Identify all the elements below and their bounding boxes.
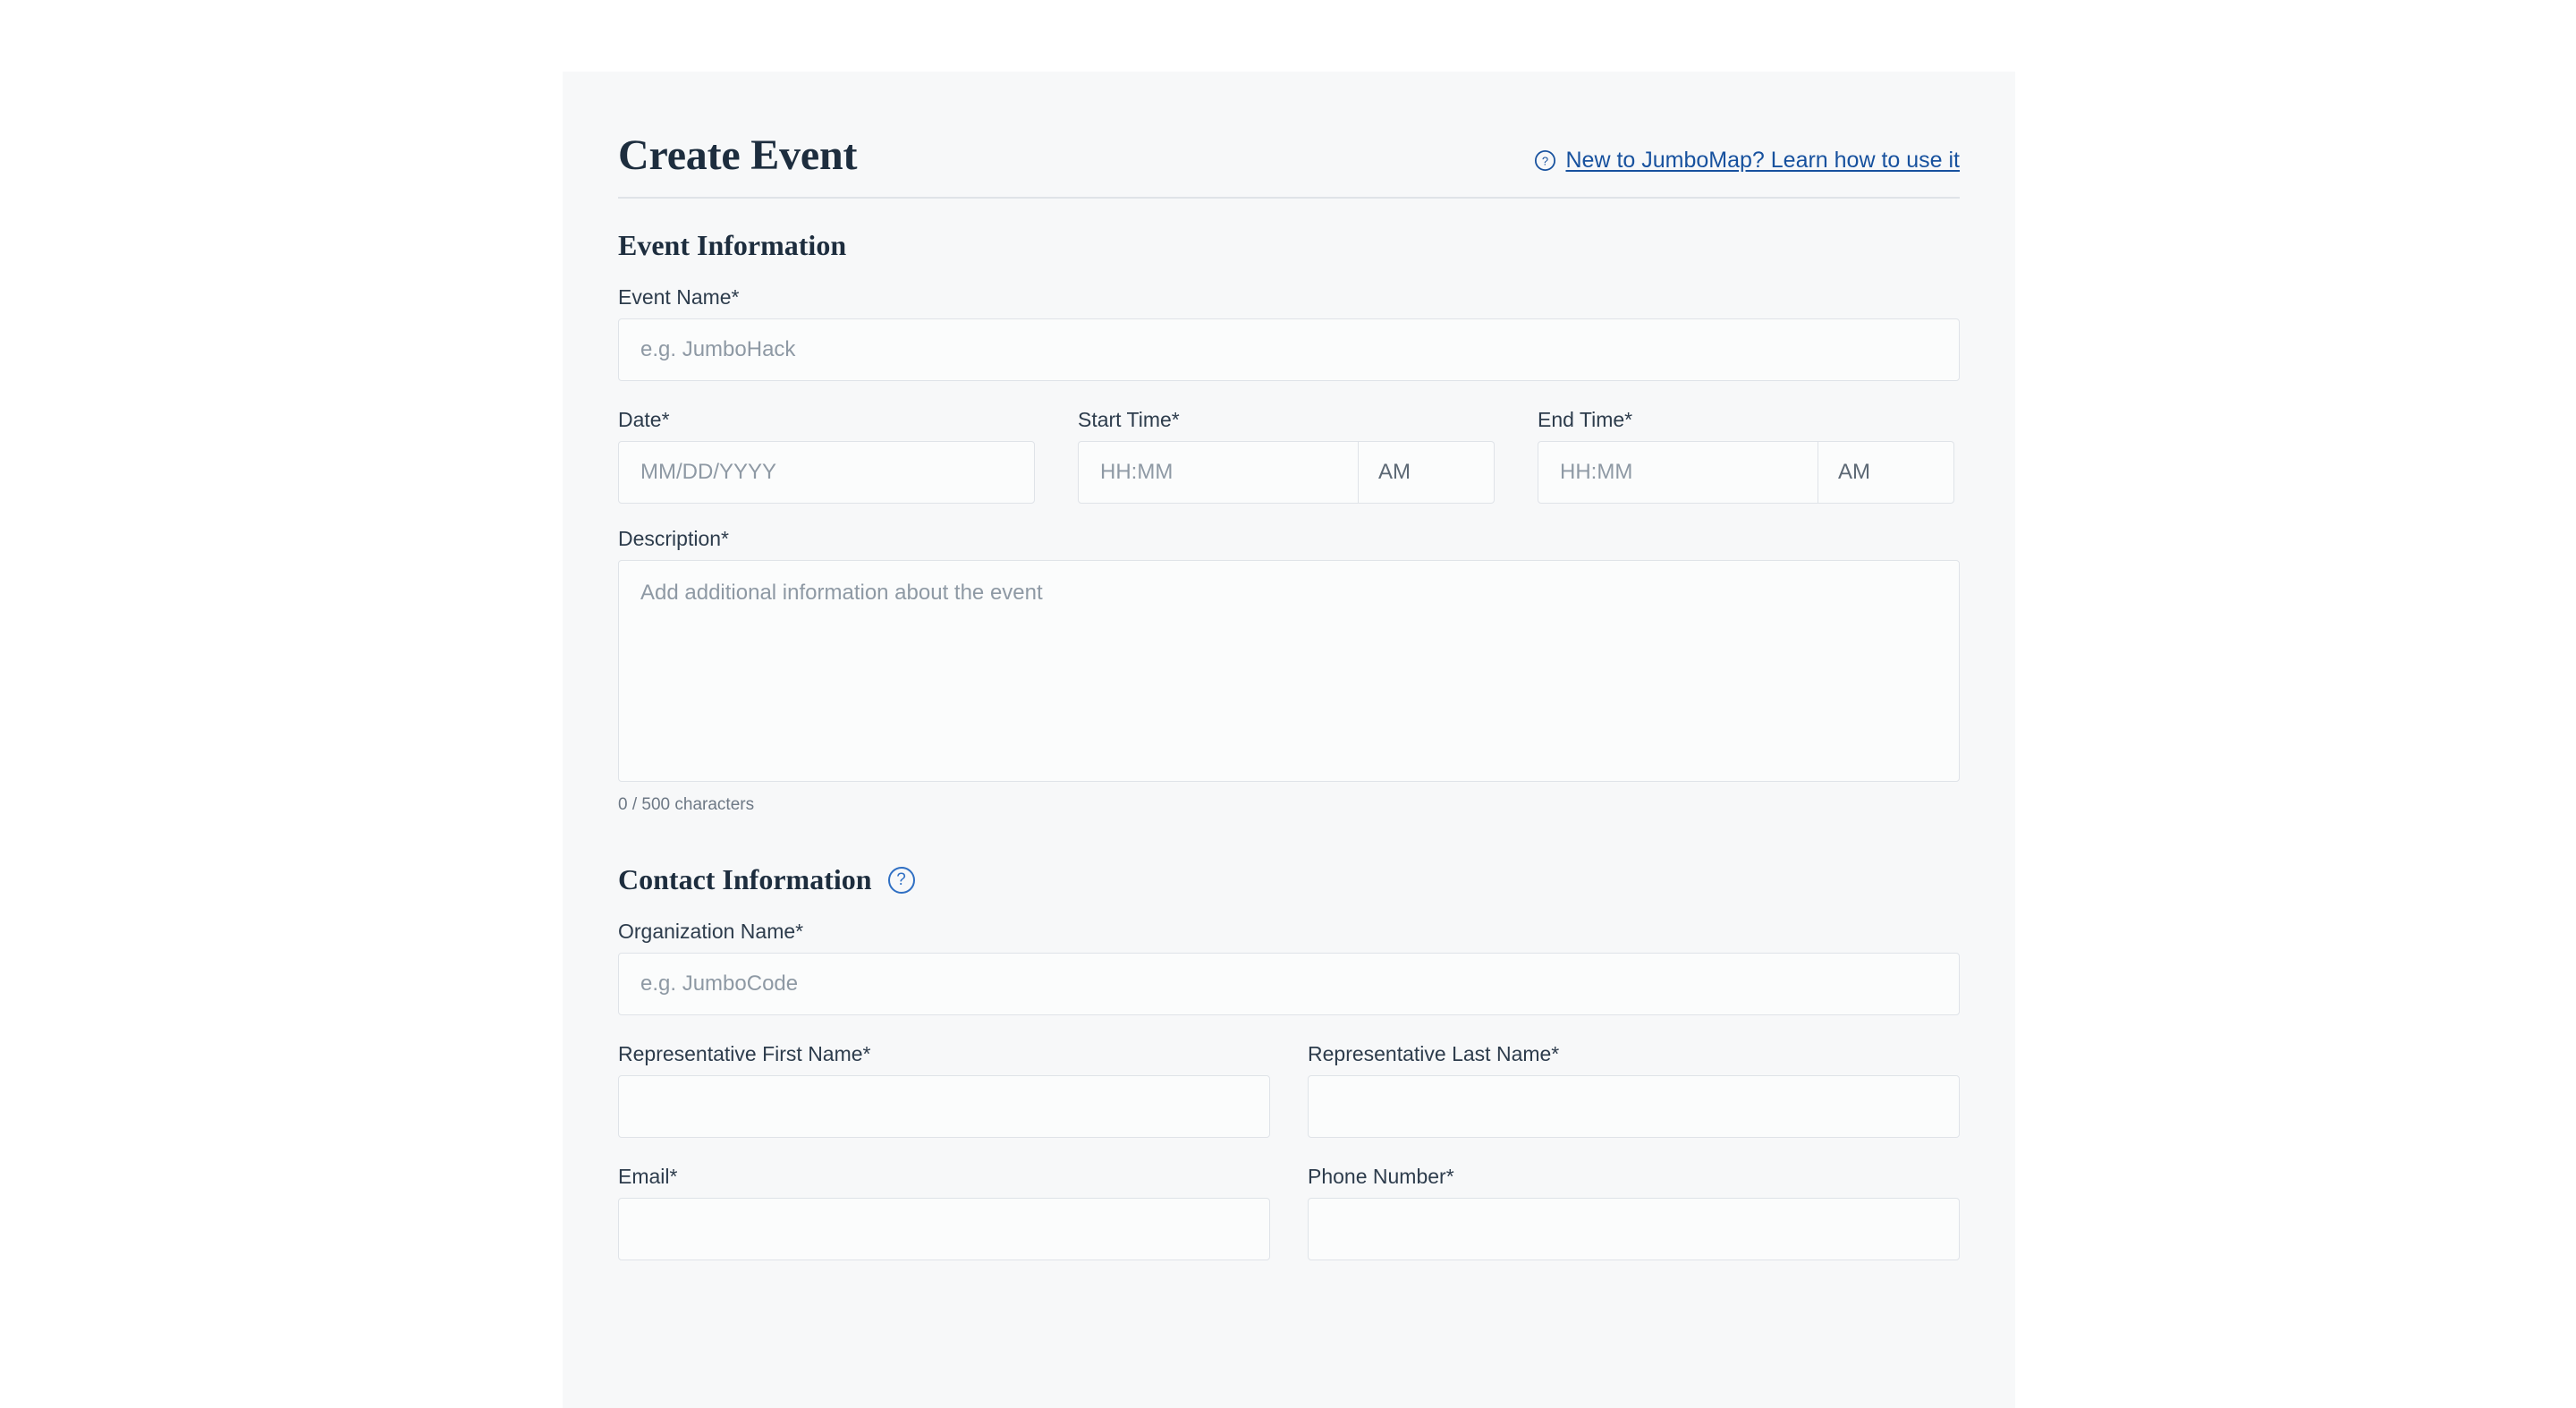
end-time-meridiem-value: AM [1838,460,1870,484]
phone-number-group [1308,1141,1960,1260]
start-time-meridiem-select[interactable] [1359,441,1495,504]
rep-first-name-input[interactable] [618,1075,1270,1138]
description-textarea[interactable] [618,560,1960,782]
date-input[interactable] [618,441,1035,504]
date-label: Date* [618,408,670,431]
start-time-controls [1078,441,1495,504]
email-label: Email* [618,1165,678,1188]
event-name-input[interactable] [618,318,1960,381]
date-field-group [618,385,1035,504]
help-link-group[interactable] [1534,148,1960,177]
create-event-panel [563,72,2015,1408]
email-group [618,1141,1270,1260]
rep-last-name-group [1308,1019,1960,1138]
end-time-input[interactable] [1538,441,1818,504]
form-container [618,72,1960,1260]
end-time-label: End Time* [1538,408,1633,431]
end-time-field-group [1538,385,1954,504]
help-link[interactable]: New to JumboMap? Learn how to use it [1565,148,1960,173]
start-time-label: Start Time* [1078,408,1180,431]
section-title-event-information: Event Information [618,229,847,261]
organization-name-input[interactable] [618,953,1960,1015]
section-title-contact-information: Contact Information [618,863,872,895]
rep-last-name-label: Representative Last Name* [1308,1042,1560,1065]
email-input[interactable] [618,1198,1270,1260]
contact-info-help-icon[interactable]: ? [888,867,915,894]
rep-last-name-input[interactable] [1308,1075,1960,1138]
start-time-input[interactable] [1078,441,1359,504]
start-time-meridiem-value: AM [1378,460,1411,484]
end-time-controls [1538,441,1954,504]
rep-first-name-group [618,1019,1270,1138]
rep-first-name-label: Representative First Name* [618,1042,871,1065]
page-title: Create Event [618,131,858,179]
end-time-meridiem-select[interactable] [1818,441,1954,504]
phone-number-label: Phone Number* [1308,1165,1454,1188]
email-phone-row [618,1141,1960,1260]
section-header-contact-information [618,863,1960,896]
event-name-label: Event Name* [618,285,740,309]
svg-text:?: ? [1542,154,1549,168]
organization-name-label: Organization Name* [618,920,804,943]
form-header [618,72,1960,199]
description-label: Description* [618,527,729,550]
description-char-count: 0 / 500 characters [618,795,755,814]
phone-number-input[interactable] [1308,1198,1960,1260]
question-circle-icon [1534,149,1556,172]
start-time-field-group [1078,385,1495,504]
representative-name-row [618,1019,1960,1138]
date-time-row [618,385,1960,504]
